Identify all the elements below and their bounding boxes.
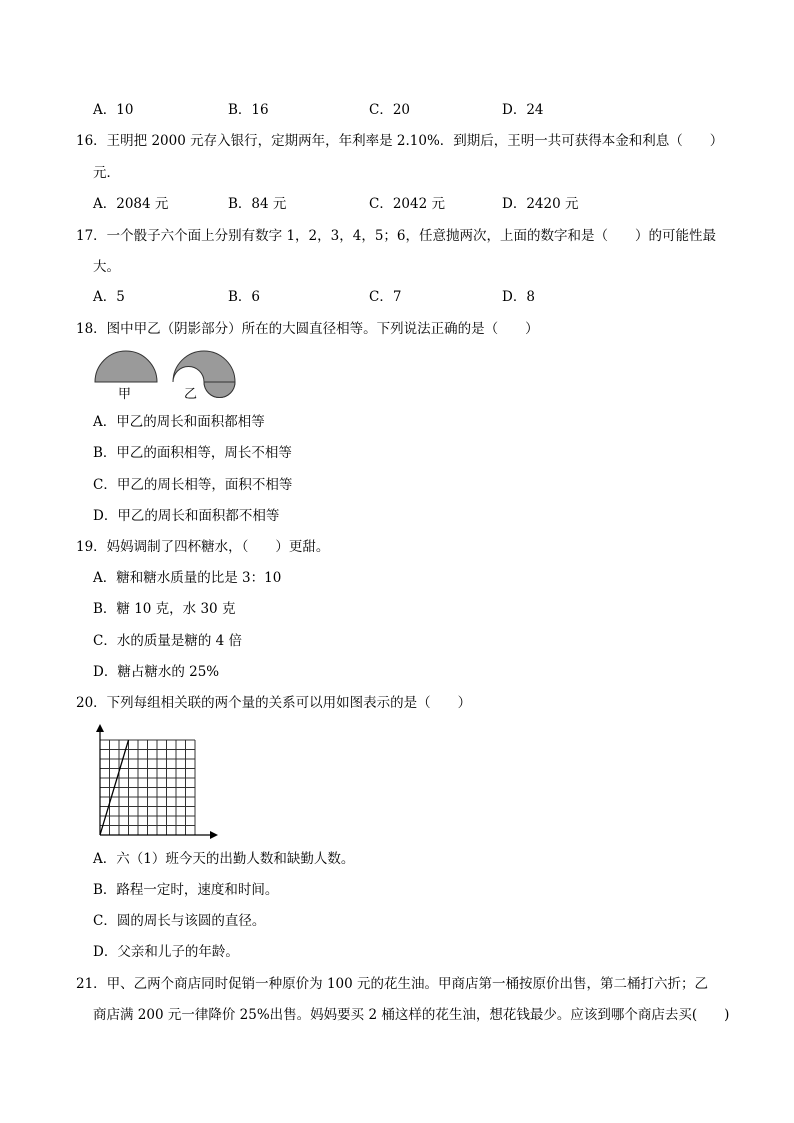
q21-stem-line1: 21．甲、乙两个商店同时促销一种原价为 100 元的花生油。甲商店第一桶按原价出售，第二桶打六折；乙: [76, 976, 709, 992]
q19-option-a: A．糖和糖水质量的比是 3：10: [93, 570, 282, 586]
q18-option-b: B．甲乙的面积相等，周长不相等: [93, 445, 292, 461]
x-axis-arrow-icon: [210, 831, 218, 839]
y-axis-arrow-icon: [96, 724, 104, 732]
jia-semicircle-shape: [95, 351, 157, 382]
q16-option-b: B．84 元: [228, 196, 287, 212]
q18-option-a: A．甲乙的周长和面积都相等: [93, 414, 265, 430]
q15-option-c: C．20: [369, 102, 411, 118]
q18-stem: 18．图中甲乙（阴影部分）所在的大圆直径相等。下列说法正确的是（ ）: [76, 321, 539, 337]
q18-figure: [90, 350, 250, 402]
yi-lower-shape: [204, 382, 235, 398]
q19-option-c: C．水的质量是糖的 4 倍: [93, 633, 243, 649]
q16-option-d: D．2420 元: [502, 196, 579, 212]
q20-option-d: D．父亲和儿子的年龄。: [93, 944, 239, 960]
q17-option-b: B．6: [228, 289, 261, 305]
q15-option-d: D．24: [502, 102, 544, 118]
q21-stem-line2: 商店满 200 元一律降价 25%出售。妈妈要买 2 桶这样的花生油，想花钱最少。应该到哪个商店去买( ): [93, 1007, 730, 1023]
q17-stem-line2: 大。: [93, 259, 120, 275]
q20-option-b: B．路程一定时，速度和时间。: [93, 882, 279, 898]
q17-option-c: C．7: [369, 289, 402, 305]
label-yi: 乙: [184, 387, 198, 402]
q16-option-a: A．2084 元: [93, 196, 169, 212]
q19-stem: 19．妈妈调制了四杯糖水，（ ）更甜。: [76, 539, 330, 555]
q19-option-b: B．糖 10 克，水 30 克: [93, 601, 236, 617]
label-jia: 甲: [118, 387, 132, 402]
q16-option-c: C．2042 元: [369, 196, 445, 212]
q20-graph: [90, 722, 225, 844]
q16-stem-line2: 元．: [93, 165, 120, 181]
q18-option-d: D．甲乙的周长和面积都不相等: [93, 508, 280, 524]
q17-stem-line1: 17．一个骰子六个面上分别有数字 1，2，3，4，5；6，任意抛两次，上面的数字和是（ ）的可能性最: [76, 228, 717, 244]
q18-option-c: C．甲乙的周长相等，面积不相等: [93, 477, 293, 493]
q20-option-c: C．圆的周长与该圆的直径。: [93, 913, 266, 929]
q20-stem: 20．下列每组相关联的两个量的关系可以用如图表示的是（ ）: [76, 695, 472, 711]
q17-option-d: D．8: [502, 289, 535, 305]
q15-option-b: B．16: [228, 102, 269, 118]
q19-option-d: D．糖占糖水的 25%: [93, 664, 220, 680]
q17-option-a: A．5: [93, 289, 125, 305]
q20-option-a: A．六（1）班今天的出勤人数和缺勤人数。: [93, 851, 355, 867]
q16-stem-line1: 16．王明把 2000 元存入银行，定期两年，年利率是 2.10%．到期后，王明一共可获得本金和利息（ ）: [76, 133, 724, 149]
q15-option-a: A．10: [93, 102, 134, 118]
